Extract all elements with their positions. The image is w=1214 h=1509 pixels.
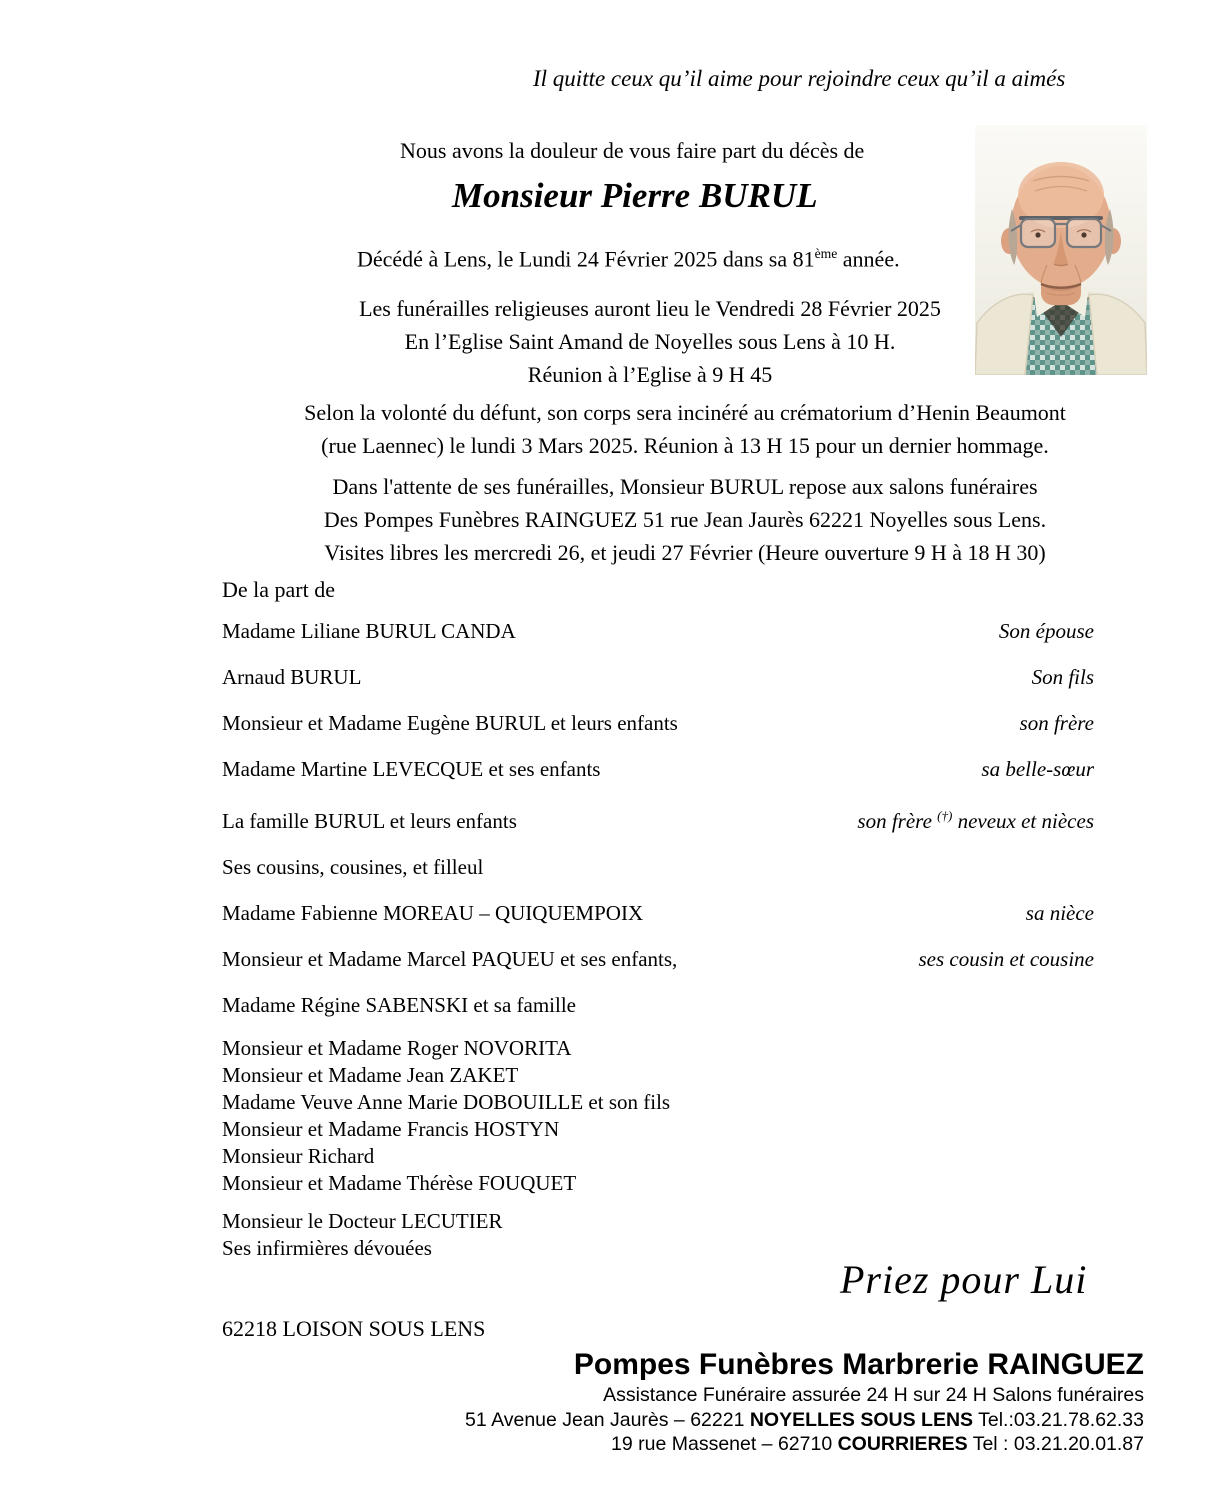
repose-details [170, 470, 1200, 569]
relation-suffix: neveux et nièces [952, 809, 1094, 833]
family-member-name: Monsieur et Madame Roger NOVORITA [222, 1036, 572, 1060]
family-row [222, 618, 1094, 645]
address-phone: Tel.:03.21.78.62.33 [973, 1408, 1144, 1431]
funeral-home-name: Pompes Funèbres Marbrerie RAINGUEZ [573, 1348, 1144, 1381]
family-member-name: Monsieur et Madame Marcel PAQUEU et ses enfants, [222, 947, 678, 971]
family-member-name: Madame Veuve Anne Marie DOBOUILLE et son fils [222, 1090, 671, 1114]
cremation-details [170, 396, 1200, 462]
family-row [222, 1116, 1094, 1143]
family-member-name: Monsieur et Madame Francis HOSTYN [222, 1117, 560, 1141]
family-row [222, 900, 1094, 927]
address-prefix: 51 Avenue Jean Jaurès – 62221 [465, 1408, 750, 1431]
family-member-name: Madame Martine LEVECQUE et ses enfants [222, 757, 601, 781]
funeral-details [250, 292, 1050, 391]
death-age-superscript: ème [814, 246, 838, 261]
family-member-name: Monsieur et Madame Thérèse FOUQUET [222, 1171, 577, 1195]
family-member-name: Madame Fabienne MOREAU – QUIQUEMPOIX [222, 901, 644, 925]
address-city: COURRIERES [837, 1433, 968, 1455]
family-member-name: Madame Liliane BURUL CANDA [222, 619, 516, 643]
repose-line-2: Des Pompes Funèbres RAINGUEZ 51 rue Jean Jaurès 62221 Noyelles sous Lens. [323, 507, 1047, 532]
address-phone: Tel : 03.21.20.01.87 [967, 1433, 1144, 1455]
family-row [222, 710, 1094, 737]
family-row [222, 1062, 1094, 1089]
family-row [222, 992, 1094, 1019]
footer-address-courrieres [465, 1432, 1144, 1457]
dagger-superscript: (†) [937, 808, 953, 823]
family-member-relation [857, 802, 1094, 835]
family-row [222, 664, 1094, 691]
address-city: NOYELLES SOUS LENS [749, 1408, 974, 1431]
from-label: De la part de [222, 577, 335, 602]
family-row [222, 1089, 1094, 1116]
family-member-name: Arnaud BURUL [222, 665, 362, 689]
family-member-relation: Son fils [1031, 665, 1094, 689]
repose-line-3: Visites libres les mercredi 26, et jeudi 27 Février (Heure ouverture 9 H à 18 H 30) [324, 540, 1046, 565]
footer-assistance-line: Assistance Funéraire assurée 24 H sur 24 H Salons funéraires [603, 1384, 1144, 1406]
family-member-name: Ses cousins, cousines, et filleul [222, 855, 484, 879]
family-row [222, 1143, 1094, 1170]
funeral-line-3: Réunion à l’Eglise à 9 H 45 [527, 362, 773, 387]
cremation-line-1: Selon la volonté du défunt, son corps sera incinéré au crématorium d’Henin Beaumont [304, 400, 1066, 425]
family-member-relation: son frère [1019, 711, 1094, 735]
funeral-line-2: En l’Eglise Saint Amand de Noyelles sous Lens à 10 H. [404, 329, 896, 354]
deceased-name: Monsieur Pierre BURUL [452, 176, 818, 215]
prayer-line: Priez pour Lui [840, 1257, 1088, 1302]
address-prefix: 19 rue Massenet – 62710 [611, 1433, 838, 1455]
cremation-line-2: (rue Laennec) le lundi 3 Mars 2025. Réunion à 13 H 15 pour un dernier hommage. [321, 433, 1049, 458]
family-row [222, 1035, 1094, 1062]
death-date-line [357, 246, 900, 272]
family-member-name: Monsieur et Madame Jean ZAKET [222, 1063, 519, 1087]
family-list [222, 618, 1094, 1262]
family-member-relation: ses cousin et cousine [918, 947, 1094, 971]
footer-address-noyelles [465, 1408, 1144, 1433]
family-member-name: Monsieur Richard [222, 1144, 375, 1168]
family-row [222, 946, 1094, 973]
family-member-relation: sa belle-sœur [981, 757, 1094, 781]
family-member-name: Monsieur et Madame Eugène BURUL et leurs enfants [222, 711, 678, 735]
family-member-name: Madame Régine SABENSKI et sa famille [222, 993, 577, 1017]
funeral-line-1: Les funérailles religieuses auront lieu le Vendredi 28 Février 2025 [359, 296, 941, 321]
family-member-name: Monsieur le Docteur LECUTIER [222, 1209, 503, 1233]
family-row [222, 854, 1094, 881]
epigraph: Il quitte ceux qu’il aime pour rejoindre ceux qu’il a aimés [533, 66, 1066, 91]
city-line: 62218 LOISON SOUS LENS [222, 1316, 486, 1341]
family-row [222, 1170, 1094, 1197]
family-member-name: La famille BURUL et leurs enfants [222, 809, 517, 833]
family-member-relation: Son épouse [998, 619, 1094, 643]
family-row [222, 802, 1094, 835]
death-date-suffix: année. [837, 246, 900, 272]
family-row [222, 1208, 1094, 1235]
family-member-relation: sa nièce [1025, 901, 1094, 925]
relation-prefix: son frère [857, 809, 938, 833]
family-row [222, 756, 1094, 783]
family-member-name: Ses infirmières dévouées [222, 1236, 432, 1260]
death-date-text: Décédé à Lens, le Lundi 24 Février 2025 dans sa 81 [357, 246, 815, 272]
funeral-home-footer [465, 1346, 1144, 1457]
repose-line-1: Dans l'attente de ses funérailles, Monsieur BURUL repose aux salons funéraires [332, 474, 1038, 499]
announcement-line: Nous avons la douleur de vous faire part du décès de [400, 138, 865, 163]
